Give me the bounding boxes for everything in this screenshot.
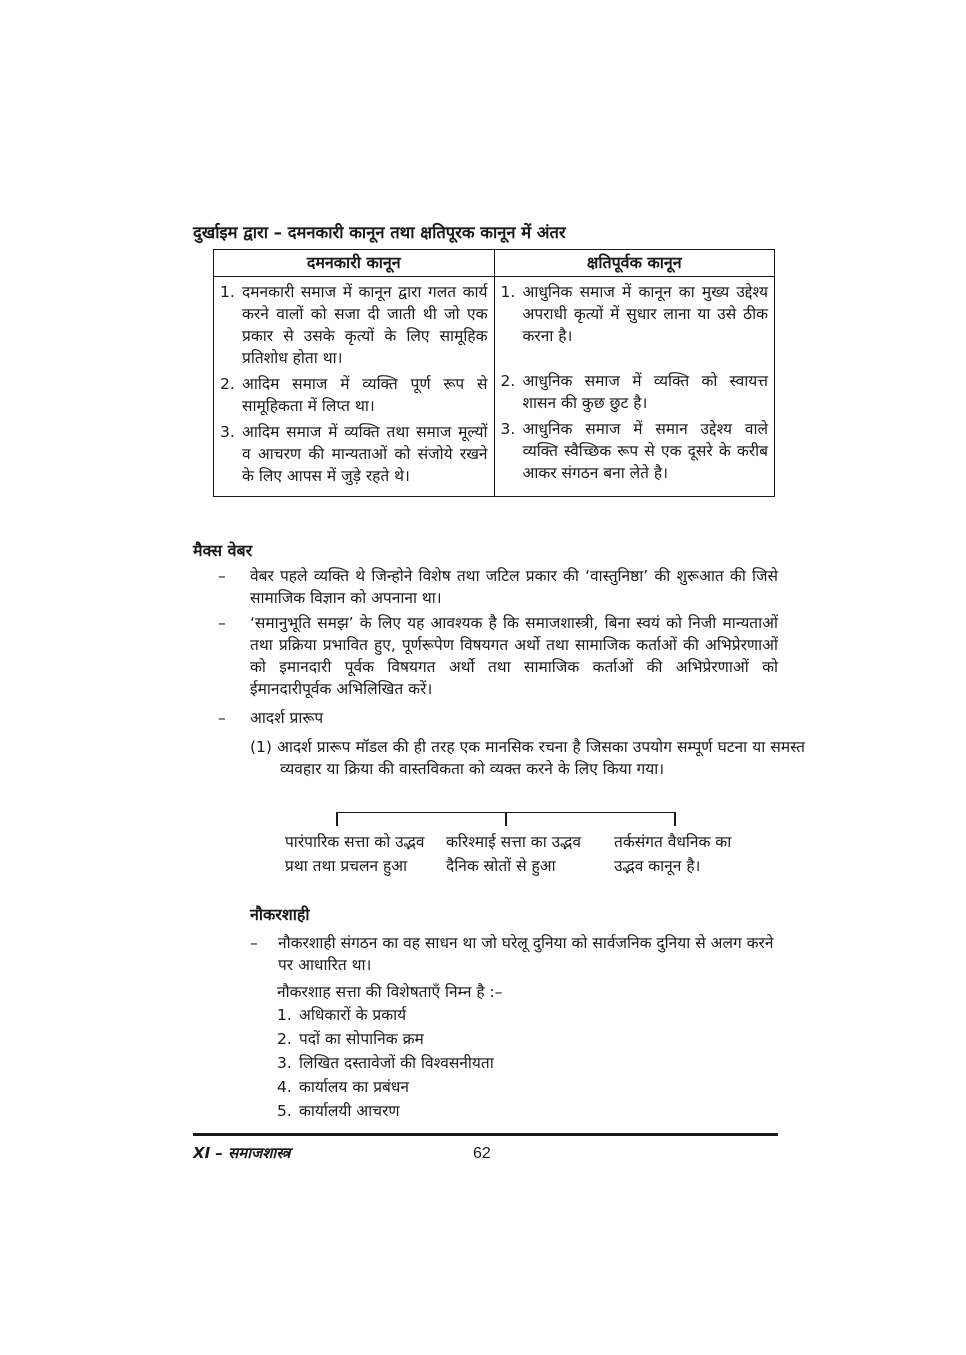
bracket-tick-right [674,812,676,826]
table-body-row [214,277,775,497]
weber-point-3: आदर्श प्रारूप [250,709,324,727]
table-row [220,281,488,369]
list-item [218,565,778,609]
ideal-type-definition: (1) आदर्श प्रारूप मॉडल की ही तरह एक मानसिक रचना है जिसका उपयोग सम्पूर्ण घटना या समस्त व्यवहार या क्रिया की वास्तविकता को व्यक्त करने के लिए किया गया। [250,738,805,778]
restitutive-point: आधुनिक समाज में समान उद्देश्य वाले व्यक्ति स्वैच्छिक रूप से एक दूसरे के करीब आकर संगठन बना लेते है। [522,420,768,482]
repressive-point: दमनकारी समाज में कानून द्वारा गलत कार्य करने वालों को सजा दी जाती थी जो एक प्रकार से उसके कृत्यों के लिए सामूहिक प्रतिशोध होता था। [242,283,488,367]
weber-point-2: ‘समानुभूति समझ’ के लिए यह आवश्यक है कि समाजशास्त्री, बिना स्वयं को निजी मान्यताओं तथा प्रक्रिया प्रभावित हुए, पूर्णरूपेण विषयगत अर्थो तथा सामाजिक कर्ताओं की अभिप्रेरणाओं को इमानदारी पूर्वक विषयगत अर्थो तथा सामाजिक कर्ताओं की अभिप्रेरणाओं को ईमानदारीपूर्वक अभिलिखित करें। [250,614,778,698]
bureaucracy-title: नौकरशाही [250,905,310,924]
dash-marker: – [218,709,226,727]
footer-rule [193,1133,778,1136]
table-row [220,373,488,417]
feature-text: पदों का सोपानिक क्रम [299,1030,424,1048]
item-number: 2. [277,1030,292,1048]
restitutive-column [494,277,775,497]
bracket-tick-left [336,812,338,826]
item-number: 4. [277,1078,292,1096]
dash-marker: – [250,934,258,952]
list-item [250,932,778,976]
item-number: 2. [220,375,235,393]
item-number: 5. [277,1102,292,1120]
feature-text: लिखित दस्तावेजों की विश्वसनीयता [299,1054,494,1072]
weber-title: मैक्स वेबर [193,541,253,560]
item-number: 3. [220,423,235,441]
table-header-repressive: दमनकारी कानून [214,250,495,277]
list-item [277,1004,494,1028]
list-item [277,1028,494,1052]
bracket-tick-middle [505,812,507,826]
charismatic-authority: करिश्माई सत्ता का उद्भव दैनिक स्रोतों से हुआ [446,833,581,875]
item-number: 2. [500,372,516,390]
feature-text: कार्यालयी आचरण [299,1102,400,1120]
table-header-row [214,250,775,277]
table-row [501,281,769,347]
legal-rational-authority: तर्कसंगत वैधनिक का उद्भव कानून है। [614,833,732,875]
list-item [277,1076,494,1100]
list-item [218,707,778,729]
table-row [501,370,769,414]
dash-marker: – [218,614,226,632]
item-number: 1. [500,283,516,301]
restitutive-point: आधुनिक समाज में व्यक्ति को स्वायत्त शासन की कुछ छुट है। [522,372,768,412]
table-row [220,421,488,487]
item-number: 3. [277,1054,292,1072]
features-list [277,1004,494,1124]
dash-marker: – [218,567,226,585]
table-row [501,418,769,484]
restitutive-point: आधुनिक समाज में कानून का मुख्य उद्देश्य अपराधी कृत्यों में सुधार लाना या उसे ठीक करना है। [522,283,768,345]
list-item [277,1052,494,1076]
repressive-point: आदिम समाज में व्यक्ति पूर्ण रूप से सामूहिकता में लिप्त था। [242,375,488,415]
page-number: 62 [473,1145,491,1162]
item-number: 1. [220,283,235,301]
repressive-point: आदिम समाज में व्यक्ति तथा समाज मूल्यों व आचरण की मान्यताओं को संजोये रखने के लिए आपस में जुड़े रहते थे। [242,423,488,485]
bureaucracy-point: नौकरशाही संगठन का वह साधन था जो घरेलू दुनिया को सार्वजनिक दुनिया से अलग करने पर आधारित था। [278,934,774,974]
repressive-column [214,277,495,497]
list-item [218,612,778,700]
weber-point-1: वेबर पहले व्यक्ति थे जिन्होने विशेष तथा जटिल प्रकार की ‘वास्तुनिष्ठा’ की शुरूआत की जिसे सामाजिक विज्ञान को अपनाना था। [250,567,778,607]
footer-book-title: XI – समाजशास्त्र [193,1144,291,1162]
table-header-restitutive: क्षतिपूर्वक कानून [494,250,775,277]
item-number: 1. [277,1006,292,1024]
traditional-authority: पारंपारिक सत्ता को उद्भव प्रथा तथा प्रचलन हुआ [285,833,425,875]
features-intro: नौकरशाह सत्ता की विशेषताएँ निम्न है :– [277,983,503,1001]
section-heading: दुर्खाइम द्वारा – दमनकारी कानून तथा क्षतिपूरक कानून में अंतर [193,223,566,242]
feature-text: कार्यालय का प्रबंधन [299,1078,409,1096]
list-item [277,1100,494,1124]
item-number: 3. [500,420,516,438]
feature-text: अधिकारों के प्रकार्य [299,1006,407,1024]
comparison-table [213,249,775,497]
